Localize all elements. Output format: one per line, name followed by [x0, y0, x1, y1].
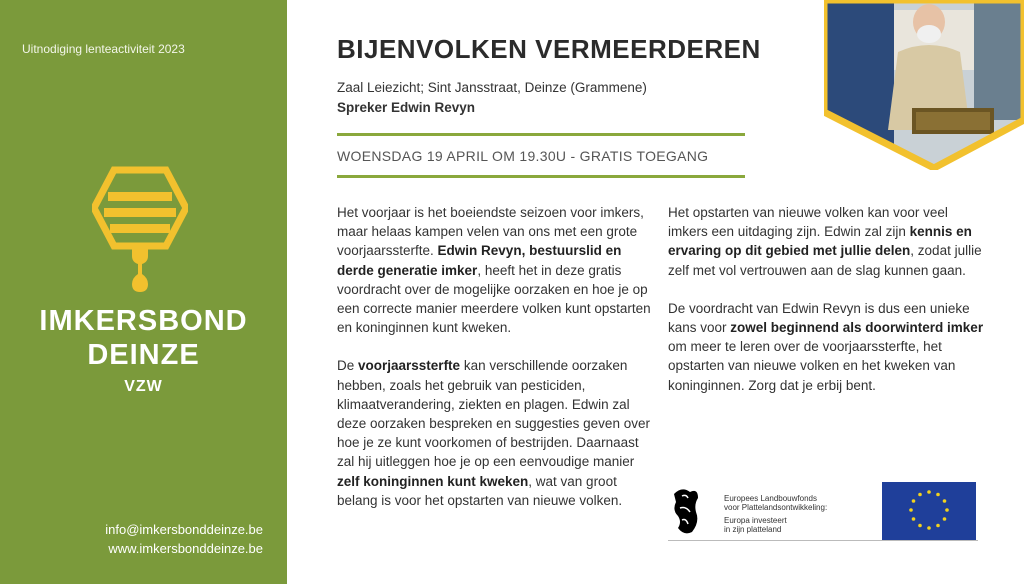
venue-text: Zaal Leiezicht; Sint Jansstraat, Deinze (Grammene)	[337, 80, 647, 95]
page-title: BIJENVOLKEN VERMEERDEREN	[337, 34, 761, 64]
paragraph-new-colonies	[668, 203, 988, 280]
text-column-right	[668, 203, 988, 414]
paragraph-intro	[337, 203, 657, 337]
divider-bottom	[337, 175, 745, 178]
text-span: kan verschillende oorzaken hebben, zoals het gebruik van pesticiden, klimaatverandering, ziekten en plagen. Edwin zal deze oorzaken bespreken en suggesties geven over hoe je ze kunt voorkomen of bestrijden. Daarnaast zal hij uitleggen hoe je op een eenvoudige manier	[337, 358, 650, 470]
text-span: , heeft het in deze gratis voordracht over de mogelijke oorzaken en hoe je op een correcte manier meerdere volken kunt opstarten en koninginnen kunt kweken.	[337, 262, 651, 336]
text-column-left	[337, 203, 657, 529]
text-span: , zodat jullie zelf met vol vertrouwen aan de slag kunnen gaan.	[668, 243, 982, 278]
funding-text-line4: in zijn platteland	[724, 525, 782, 534]
bold-text: zowel beginnend als doorwinterd imker	[730, 320, 984, 336]
invite-label: Uitnodiging lenteactiviteit 2023	[22, 42, 185, 56]
funding-text-line2: voor Plattelandsontwikkeling:	[724, 503, 828, 512]
sidebar	[0, 0, 287, 584]
divider-top	[337, 133, 745, 136]
funding-logos	[668, 482, 978, 544]
beekeeper-photo	[824, 0, 1024, 170]
text-span: om meer te leren over de voorjaarssterfte, het opstarten van nieuwe volken en het kweken van koninginnen. Zorg dat je erbij bent.	[668, 339, 956, 393]
text-span: Het voorjaar is het boeiendste seizoen voor imkers, maar helaas kampen velen van ons met een grote voorjaarssterfte.	[337, 205, 644, 259]
text-span: Het opstarten van nieuwe volken kan voor veel imkers een uitdaging zijn. Edwin zal zijn	[668, 205, 948, 240]
org-name-line2: DEINZE	[87, 339, 200, 371]
bold-text: Edwin Revyn, bestuurslid en derde generatie imker	[337, 243, 622, 278]
bold-text: kennis en ervaring op dit gebied met jullie delen	[668, 224, 972, 259]
paragraph-causes	[337, 356, 657, 510]
text-span: , wat van groot belang is voor het opstarten van nieuwe volken.	[337, 473, 623, 508]
speaker-text: Spreker Edwin Revyn	[337, 100, 476, 115]
honeycomb-drop-logo-icon	[92, 166, 188, 296]
flemish-lion-icon	[674, 489, 698, 533]
text-span: De	[337, 358, 359, 374]
bold-text: voorjaarssterfte	[358, 358, 461, 374]
org-name-line1: IMKERSBOND	[39, 305, 248, 337]
eu-flag-icon	[882, 482, 976, 540]
text-span: De voordracht van Edwin Revyn is dus een unieke kans voor	[668, 300, 970, 336]
bold-text: zelf koninginnen kunt kweken	[337, 473, 529, 489]
funding-text-line3: Europa investeert	[724, 516, 787, 525]
org-name-line3: VZW	[124, 378, 163, 395]
paragraph-closing	[668, 299, 988, 395]
date-text: WOENSDAG 19 APRIL OM 19.30U - GRATIS TOEGANG	[337, 148, 709, 164]
funding-divider	[668, 540, 978, 541]
email-link[interactable]: info@imkersbonddeinze.be	[105, 522, 263, 537]
funding-text-line1: Europees Landbouwfonds	[724, 494, 817, 503]
website-link[interactable]: www.imkersbonddeinze.be	[108, 541, 263, 556]
